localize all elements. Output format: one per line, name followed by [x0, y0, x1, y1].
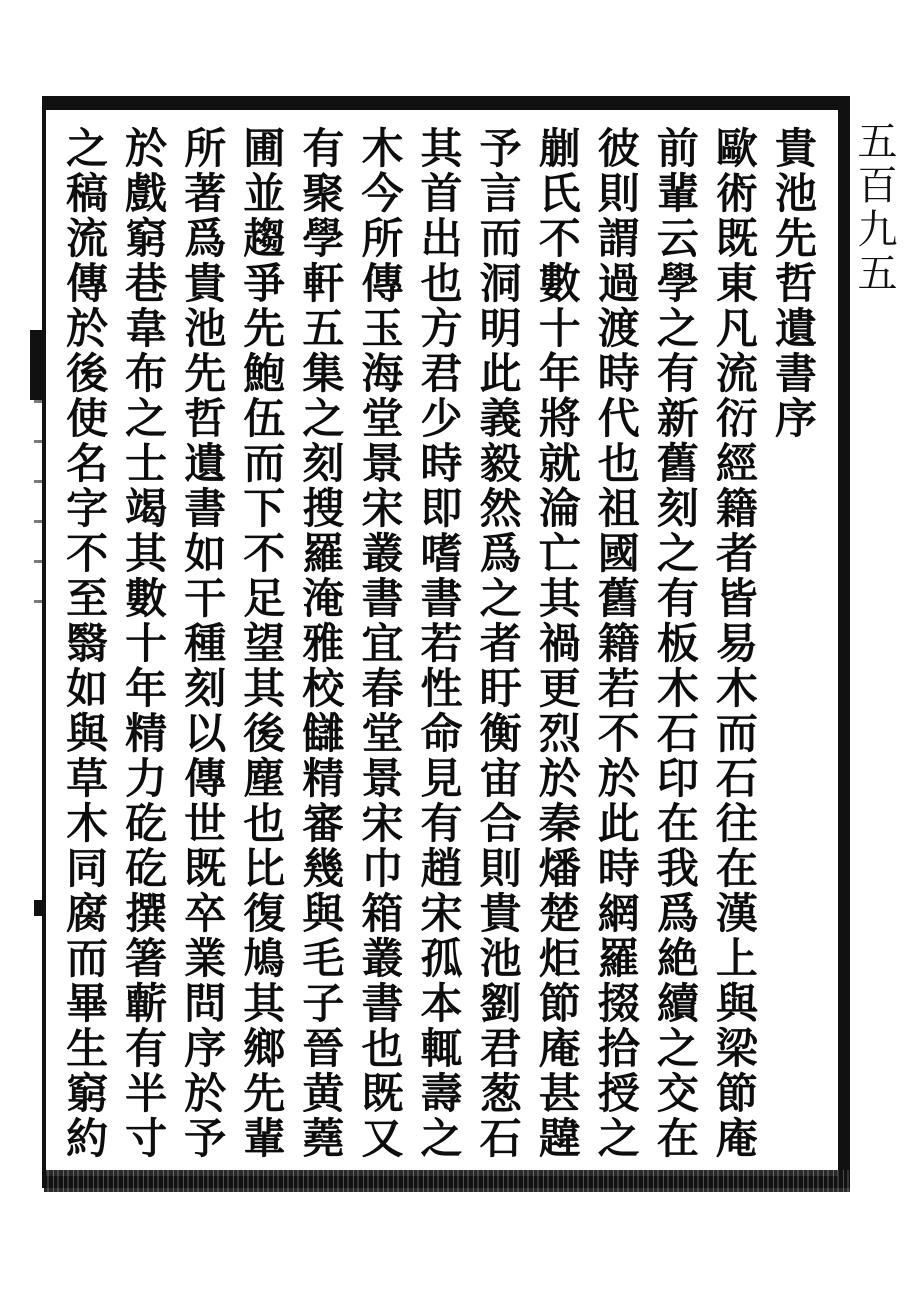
text-column: 歐術既東凡流衍經籍者皆易木而石往在漢上與梁節庵 — [706, 112, 765, 1172]
text-column: 予言而洞明此義毅然爲之者盱衡宙合則貴池劉君葱石 — [470, 112, 529, 1172]
bottom-border-texture — [44, 1170, 850, 1192]
text-column: 其首出也方君少時即嗜書若性命見有趙宋孤本輒壽之 — [410, 112, 469, 1172]
page-number: 五百九五 — [851, 120, 897, 296]
binding-edge-marks — [34, 400, 42, 640]
text-column: 剻氏不數十年將就淪亡其禍更烈於秦燔楚炬節庵甚韙 — [529, 112, 588, 1172]
text-column: 前輩云學之有新舊刻之有板木石印在我爲絶續之交在 — [647, 112, 706, 1172]
text-columns — [56, 112, 824, 1172]
text-column: 所著爲貴池先哲遺書如干種刻以傳世既卒業問序於予 — [174, 112, 233, 1172]
text-column: 圃並趨爭先鮑伍而下不足望其後塵也比復鳩其鄉先輩 — [233, 112, 292, 1172]
text-column: 木今所傳玉海堂景宋叢書宜春堂景宋巾箱叢書也既又 — [351, 112, 410, 1172]
binding-mark-upper — [30, 330, 44, 400]
column-title: 貴池先哲遺書序 — [765, 112, 824, 1172]
text-column: 有聚學軒五集之刻搜羅淹雅校讎精審幾與毛子晉黄蕘 — [292, 112, 351, 1172]
text-column: 於戲窮巷韋布之士竭其數十年精力矻矻撰箸蘄有半寸 — [115, 112, 174, 1172]
text-column: 之稿流傳於後使名字不至翳如與草木同腐而畢生窮約 — [60, 126, 110, 1161]
text-column: 彼則謂過渡時代也祖國舊籍若不於此時網羅掇拾授之 — [588, 112, 647, 1172]
binding-mark-lower — [34, 900, 46, 916]
